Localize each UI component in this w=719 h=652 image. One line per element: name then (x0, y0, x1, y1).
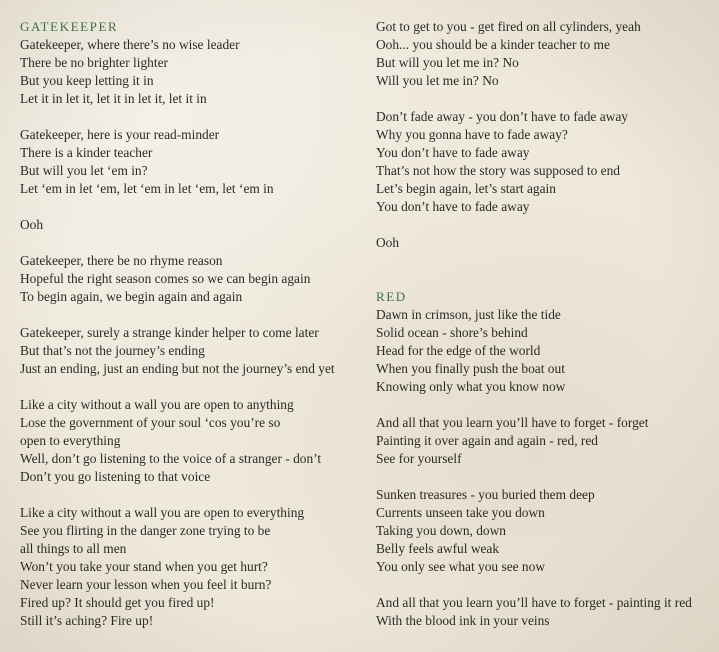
lyric-line: Fired up? It should get you fired up! (20, 595, 215, 610)
stanza-gap (376, 216, 692, 234)
stanza-gap (376, 396, 692, 414)
lyric-line: Don’t you go listening to that voice (20, 469, 211, 484)
stanza-gap (20, 306, 335, 324)
lyric-line: There be no brighter lighter (20, 55, 168, 70)
lyric-line: Will you let me in? No (376, 73, 499, 88)
lyric-line: all things to all men (20, 541, 127, 556)
lyric-line: Belly feels awful weak (376, 541, 500, 556)
lyric-line: Gatekeeper, here is your read-minder (20, 127, 220, 142)
lyric-line: Like a city without a wall you are open to everything (20, 505, 305, 520)
lyric-line: And all that you learn you’ll have to forget - painting it red (376, 595, 692, 610)
lyric-line: Ooh (376, 235, 400, 250)
lyric-line: Why you gonna have to fade away? (376, 127, 568, 142)
lyric-line: Just an ending, just an ending but not the journey’s end yet (20, 361, 335, 376)
lyric-line: Won’t you take your stand when you get hurt? (20, 559, 268, 574)
red-lyrics (376, 306, 692, 630)
lyric-line: Let ‘em in let ‘em, let ‘em in let ‘em, let ‘em in (20, 181, 274, 196)
lyric-line: You don’t have to fade away (376, 199, 530, 214)
lyric-line: Gatekeeper, surely a strange kinder helper to come later (20, 325, 319, 340)
lyric-line: Ooh (20, 217, 44, 232)
lyric-line: But will you let ‘em in? (20, 163, 148, 178)
lyric-line: And all that you learn you’ll have to forget - forget (376, 415, 649, 430)
lyric-line: You don’t have to fade away (376, 145, 530, 160)
lyric-line: Painting it over again and again - red, red (376, 433, 598, 448)
lyric-line: Dawn in crimson, just like the tide (376, 307, 561, 322)
song-title-gatekeeper: GATEKEEPER (20, 19, 119, 34)
lyric-line: But will you let me in? No (376, 55, 519, 70)
lyric-line: Let’s begin again, let’s start again (376, 181, 556, 196)
lyric-line: But that’s not the journey’s ending (20, 343, 205, 358)
lyric-line: Sunken treasures - you buried them deep (376, 487, 595, 502)
lyric-line: Still it’s aching? Fire up! (20, 613, 154, 628)
lyric-line: With the blood ink in your veins (376, 613, 550, 628)
gatekeeper-continued (376, 18, 692, 252)
stanza-gap (20, 486, 335, 504)
lyric-line: Knowing only what you know now (376, 379, 566, 394)
stanza-gap (376, 90, 692, 108)
lyric-line: See for yourself (376, 451, 462, 466)
lyric-line: Currents unseen take you down (376, 505, 545, 520)
lyric-line: You only see what you see now (376, 559, 545, 574)
stanza-gap (376, 270, 692, 288)
lyric-line: Lose the government of your soul ‘cos you’re so (20, 415, 281, 430)
stanza-gap (20, 108, 335, 126)
lyric-line: Ooh... you should be a kinder teacher to me (376, 37, 610, 52)
lyric-line: Got to get to you - get fired on all cylinders, yeah (376, 19, 641, 34)
lyric-line: To begin again, we begin again and again (20, 289, 243, 304)
stanza-gap (20, 378, 335, 396)
lyric-line: Like a city without a wall you are open to anything (20, 397, 294, 412)
song-title-red: RED (376, 289, 407, 304)
lyric-line: Gatekeeper, there be no rhyme reason (20, 253, 223, 268)
left-lyrics-column (20, 18, 335, 630)
lyric-line: Taking you down, down (376, 523, 506, 538)
lyric-line: But you keep letting it in (20, 73, 154, 88)
stanza-gap (376, 468, 692, 486)
stanza-gap (376, 576, 692, 594)
stanza-gap (20, 198, 335, 216)
right-lyrics-column (376, 18, 692, 630)
lyric-line: Don’t fade away - you don’t have to fade away (376, 109, 628, 124)
lyric-line: That’s not how the story was supposed to end (376, 163, 620, 178)
lyric-line: When you finally push the boat out (376, 361, 565, 376)
lyric-line: There is a kinder teacher (20, 145, 153, 160)
lyric-line: See you flirting in the danger zone trying to be (20, 523, 271, 538)
lyric-line: Never learn your lesson when you feel it burn? (20, 577, 272, 592)
lyric-line: Gatekeeper, where there’s no wise leader (20, 37, 240, 52)
lyric-line: Let it in let it, let it in let it, let it in (20, 91, 207, 106)
lyric-line: open to everything (20, 433, 121, 448)
lyric-line: Head for the edge of the world (376, 343, 541, 358)
lyric-line: Well, don’t go listening to the voice of a stranger - don’t (20, 451, 322, 466)
stanza-gap (20, 234, 335, 252)
lyric-line: Hopeful the right season comes so we can begin again (20, 271, 311, 286)
stanza-gap (376, 252, 692, 270)
lyric-line: Solid ocean - shore’s behind (376, 325, 528, 340)
